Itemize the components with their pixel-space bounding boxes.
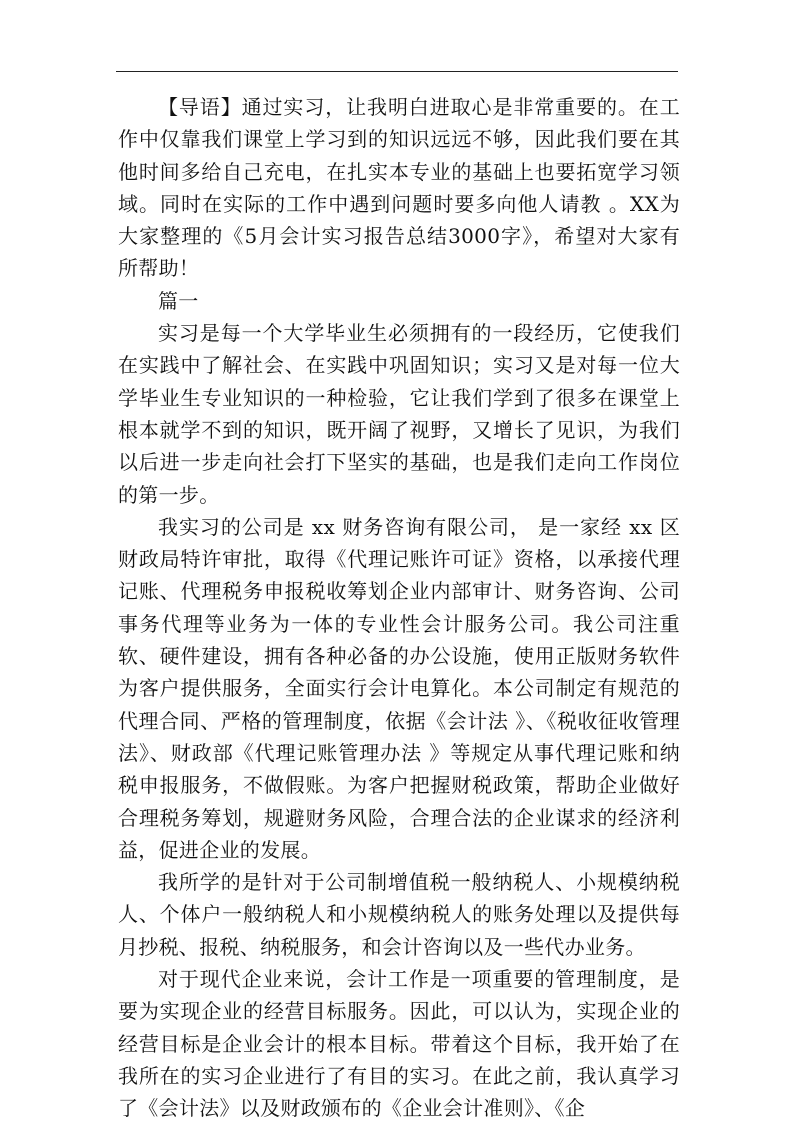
body-paragraph-3: 我所学的是针对于公司制增值税一般纳税人、小规模纳税人、个体户一般纳税人和小规模纳税人的账务处理以及提供每月抄税、报税、纳税服务，和会计咨询以及一些代办业务。 <box>118 870 680 959</box>
intro-paragraph: 【导语】通过实习，让我明白进取心是非常重要的。在工作中仅靠我们课堂上学习到的知识远远不够，因此我们要在其他时间多给自己充电，在扎实本专业的基础上也要拓宽学习领域。同时在实际的工作中遇到问题时要多向他人请教 。XX为大家整理的《5月会计实习报告总结3000字》，希望对大家有所帮助！ <box>118 95 680 281</box>
header-rule <box>116 71 678 72</box>
body-paragraph-2: 我实习的公司是 xx 财务咨询有限公司， 是一家经 xx 区财政局特许审批，取得《代理记账许可证》资格，以承接代理记账、代理税务申报税收筹划企业内部审计、财务咨询、公司事务代理等业务为一体的专业性会计服务公司。我公司注重软、硬件建设，拥有各种必备的办公设施，使用正版财务软件为客户提供服务，全面实行会计电算化。本公司制定有规范的代理合同、严格的管理制度，依据《会计法 》、《税收征收管理法》、财政部《代理记账管理办法 》等规定从事代理记账和纳税申报服务，不做假账。为客户把握财税政策，帮助企业做好合理税务筹划，规避财务风险，合理合法的企业谋求的经济利益，促进企业的发展。 <box>118 514 680 862</box>
body-paragraph-1: 实习是每一个大学毕业生必须拥有的一段经历，它使我们在实践中了解社会、在实践中巩固知识；实习又是对每一位大学毕业生专业知识的一种检验，它让我们学到了很多在课堂上根本就学不到的知识，既开阔了视野，又增长了见识，为我们以后进一步走向社会打下坚实的基础，也是我们走向工作岗位的第一步。 <box>118 321 680 507</box>
document-body <box>118 91 680 1125</box>
body-paragraph-4: 对于现代企业来说，会计工作是一项重要的管理制度，是要为实现企业的经营目标服务。因此，可以认为，实现企业的经营目标是企业会计的根本目标。带着这个目标，我开始了在我所在的实习企业进行了有目的实习。在此之前，我认真学习了《会计法》以及财政颁布的《企业会计准则》、《企 <box>118 967 680 1121</box>
section-heading: 篇一 <box>158 288 199 313</box>
